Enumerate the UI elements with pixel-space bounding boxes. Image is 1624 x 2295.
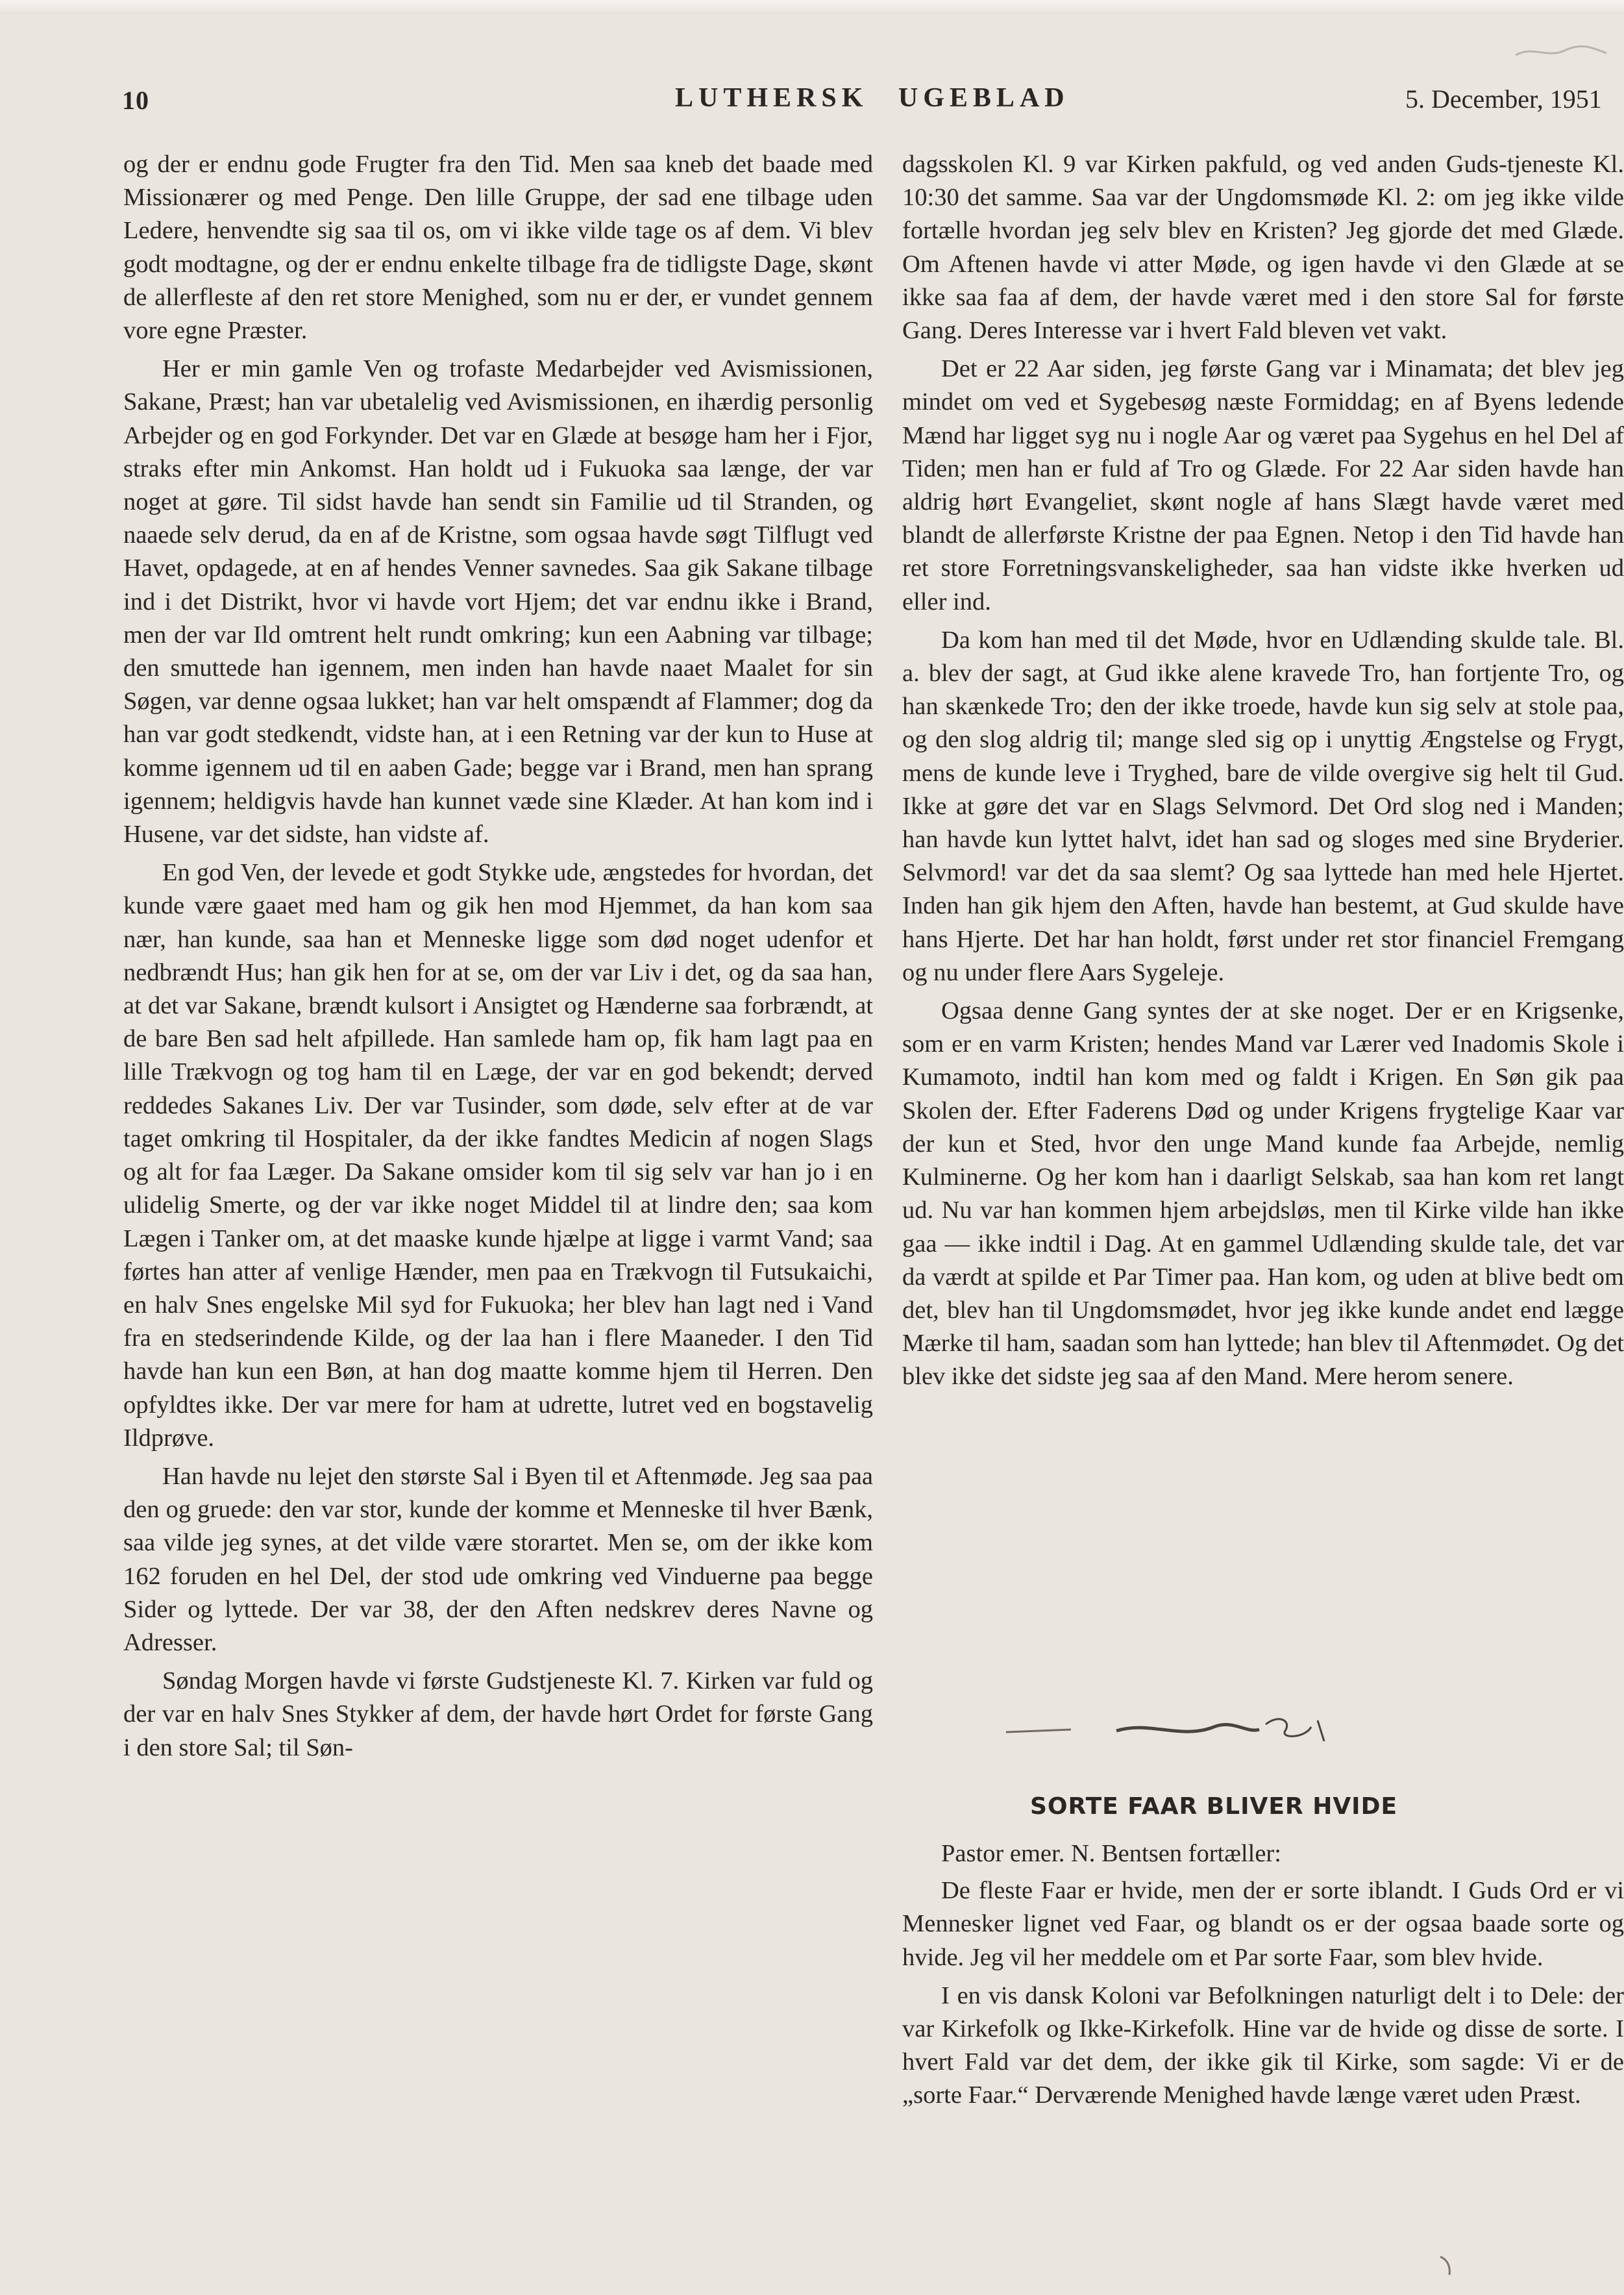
page-header [117, 81, 1624, 127]
article-byline: Pastor emer. N. Bentsen fortæller: [941, 1840, 1281, 1867]
masthead-title: LUTHERSK UGEBLAD [675, 83, 1070, 113]
article-paragraph: Han havde nu lejet den største Sal i Byen til et Aftenmøde. Jeg saa paa den og gruede: den var stor, kunde der komme et Menneske til hver Bænk, saa vilde jeg synes, at det vilde være storartet. Men se, om der ikke kom 162 foruden en hel Del, der stod ude omkring ved Vinduerne paa begge Sider og lyttede. Der var 38, der den Aften nedskrev deres Navne og Adresser. [123, 1462, 873, 1656]
page-number: 10 [122, 86, 149, 115]
article-paragraph: I en vis dansk Koloni var Befolkningen naturligt delt i to Dele: der var Kirkefolk og Ikke-Kirkefolk. Hine var de hvide og disse de sorte. I hvert Fald var det dem, der ikke gik til Kirke, som sagde: Vi er de „sorte Faar.“ Derværende Menighed havde længe været uden Præst. [902, 1981, 1624, 2109]
second-article [902, 1837, 1624, 2118]
right-column [902, 148, 1624, 1399]
article-paragraph: En god Ven, der levede et godt Stykke ude, ængstedes for hvordan, det kunde være gaaet med ham og gik hen mod Hjemmet, da han kom saa nær, han kunde, saa han et Menneske ligge som død noget udenfor et nedbrændt Hus; han gik hen for at se, om der var Liv i det, og da saa han, at det var Sakane, brændt kulsort i Ansigtet og Hænderne saa forbrændt, at de bare Ben sad helt afpillede. Han samlede ham op, fik ham lagt paa en lille Trækvogn og tog ham til en Læge, der var en god bekendt; derved reddedes Sakanes Liv. Der var Tusinder, som døde, selv efter at de var taget omkring til Hospitaler, da der ikke fandtes Medicin af nogen Slags og alt for faa Læger. Da Sakane omsider kom til sig selv var han jo i en ulidelig Smerte, og der var ikke noget Middel til at lindre den; saa kom Lægen i Tanker om, at det maaske kunde hjælpe at ligge i varmt Vand; saa førtes han atter af venlige Hænder, men paa en Trækvogn til Futsukaichi, en halv Snes engelske Mil syd for Fukuoka; her blev han lagt ned i Vand fra en stedserindende Kilde, og der laa han i flere Maaneder. I den Tid havde han kun een Bøn, at han dog maatte komme hjem til Herren. Den opfyldtes ikke. Der var mere for ham at udrette, lutret ved en bogstavelig Ildprøve. [123, 859, 873, 1452]
left-column [123, 148, 873, 1770]
article-heading: SORTE FAAR BLIVER HVIDE [1029, 1793, 1398, 1820]
article-paragraph: Det er 22 Aar siden, jeg første Gang var i Minamata; det blev jeg mindet om ved et Sygebesøg næste Formiddag; en af Byens ledende Mænd har ligget syg nu i nogle Aar og været paa Sygehus en hel Del af Tiden; men han er fuld af Tro og Glæde. For 22 Aar siden havde han aldrig hørt Evangeliet, skønt nogle af hans Slægt havde været med blandt de allerførste Kristne der paa Egnen. Netop i den Tid havde han ret store Forretningsvanskeligheder, saa han vidste ikke hverken ud eller ind. [902, 355, 1624, 615]
article-paragraph: Ogsaa denne Gang syntes der at ske noget. Der er en Krigsenke, som er en varm Kristen; hendes Mand var Lærer ved Inadomis Skole i Kumamoto, indtil han kom med og faldt i Krigen. En Søn gik paa Skolen der. Efter Faderens Død og under Krigens frygtelige Kaar var der kun et Sted, hvor den unge Mand kunde faa Arbejde, nemlig Kulminerne. Og her kom han i daarligt Selskab, saa han kom ret langt ud. Nu var han kommen hjem arbejdsløs, men til Kirke vilde han ikke gaa — ikke indtil i Dag. At en gammel Udlænding skulde tale, det var da værdt at spilde et Par Timer paa. Han kom, og uden at blive bedt om det, blev han til Ungdomsmødet, hvor jeg ikke kunde andet end lægge Mærke til ham, saadan som han lyttede; han blev til Aftenmødet. Og det blev ikke det sidste jeg saa af den Mand. Mere herom senere. [902, 997, 1624, 1391]
page-top-edge [0, 0, 1624, 15]
article-paragraph: De fleste Faar er hvide, men der er sorte iblandt. I Guds Ord er vi Mennesker lignet ved Faar, og blandt os er der ogsaa baade sorte og hvide. Jeg vil her meddele om et Par sorte Faar, som blev hvide. [902, 1877, 1624, 1971]
pencil-mark-icon [1438, 2253, 1457, 2279]
issue-date: 5. December, 1951 [1405, 84, 1602, 114]
section-divider-ornament-icon [1000, 1701, 1415, 1746]
article-paragraph: Søndag Morgen havde vi første Gudstjeneste Kl. 7. Kirken var fuld og der var en halv Snes Stykker af dem, der havde hørt Ordet for første Gang i den store Sal; til Søn- [123, 1667, 873, 1761]
article-paragraph: Her er min gamle Ven og trofaste Medarbejder ved Avismissionen, Sakane, Præst; han var ubetalelig ved Avismissionen, en ihærdig personlig Arbejder og en god Forkynder. Det var en Glæde at besøge ham her i Fjor, straks efter min Ankomst. Han holdt ud i Fukuoka saa længe, der var noget at gøre. Til sidst havde han sendt sin Familie ud til Stranden, og naaede selv derud, da en af de Kristne, som ogsaa havde søgt Tilflugt ved Havet, opdagede, at en af hendes Venner savnedes. Saa gik Sakane tilbage ind i det Distrikt, hvor vi havde vort Hjem; det var endnu ikke i Brand, men der var Ild omtrent helt rundt omkring; kun een Aabning var tilbage; den smuttede han igennem, men inden han havde naaet Maalet for sin Søgen, var denne ogsaa lukket; han var helt omspændt af Flammer; dog da han var godt stedkendt, vidste han, at i een Retning var der kun to Huse at komme igennem ud til en aaben Gade; begge var i Brand, men han sprang igennem; heldigvis havde han kunnet væde sine Klæder. At han kom ind i Husene, var det sidste, han vidste af. [123, 355, 873, 849]
article-paragraph: dagsskolen Kl. 9 var Kirken pakfuld, og ved anden Guds-tjeneste Kl. 10:30 det samme. Saa var der Ungdomsmøde Kl. 2: om jeg ikke vilde fortælle hvordan jeg selv blev en Kristen? Jeg gjorde det med Glæde. Om Aftenen havde vi atter Møde, og igen havde vi den Glæde at se ikke saa faa af dem, der havde været med i den store Sal for første Gang. Deres Interesse var i hvert Fald bleven vet vakt. [902, 151, 1624, 345]
pencil-scribble-icon [1512, 39, 1610, 65]
article-paragraph: og der er endnu gode Frugter fra den Tid. Men saa kneb det baade med Missionærer og med Penge. Den lille Gruppe, der sad ene tilbage uden Ledere, henvendte sig saa til os, om vi ikke vilde tage os af dem. Vi blev godt modtagne, og der er endnu enkelte tilbage fra de tidligste Dage, skønt de allerfleste af den ret store Menighed, som nu er der, er vundet gennem vore egne Præster. [123, 151, 873, 345]
article-paragraph: Da kom han med til det Møde, hvor en Udlænding skulde tale. Bl. a. blev der sagt, at Gud ikke alene kravede Tro, han fortjente Tro, og han skænkede Tro; den der ikke troede, havde kun sig selv at stole paa, og den slog aldrig til; mange sled sig op i unyttig Ængstelse og Frygt, mens de kunde leve i Tryghed, bare de vilde overgive sig helt til Gud. Ikke at gøre det var en Slags Selvmord. Det Ord slog ned i Manden; han havde kun lyttet halvt, idet han sad og sloges med sine Bryderier. Selvmord! var det da saa slemt? Og saa lyttede han med hele Hjertet. Inden han gik hjem den Aften, havde han bestemt, at Gud skulde have hans Hjerte. Det har han holdt, først under ret stor financiel Fremgang og nu under flere Aars Sygeleje. [902, 626, 1624, 986]
